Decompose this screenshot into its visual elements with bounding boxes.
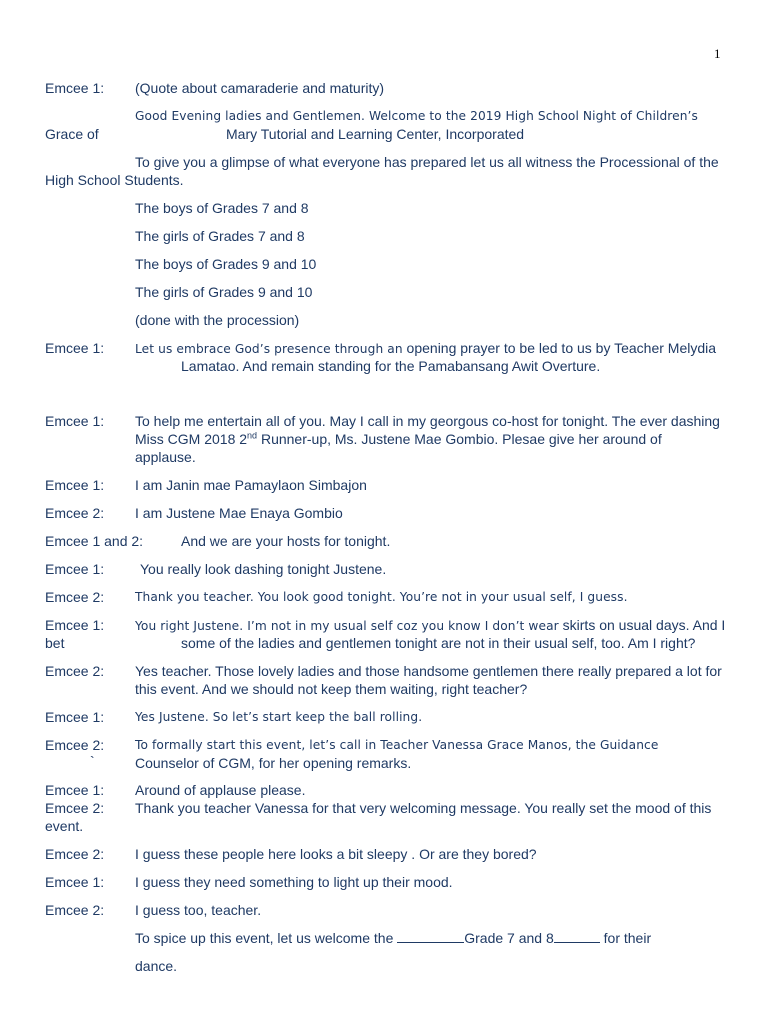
speaker-label: Emcee 1: [45, 80, 105, 96]
script-line: You right Justene. I’m not in my usual self coz you know I don’t wear skirts on usual days. And I [135, 617, 726, 633]
script-line: this event. And we should not keep them waiting, right teacher? [135, 681, 528, 697]
speaker-label: Emcee 2: [45, 737, 105, 753]
script-line: The girls of Grades 7 and 8 [135, 228, 305, 244]
fill-in-blank [397, 929, 464, 943]
script-line: I guess these people here looks a bit sleepy . Or are they bored? [135, 846, 537, 862]
script-line: To give you a glimpse of what everyone has prepared let us all witness the Processional of the [135, 154, 719, 170]
script-line: dance. [135, 958, 178, 974]
speaker-label: Emcee 2: [45, 800, 105, 816]
speaker-label: Emcee 1: [45, 874, 105, 890]
script-line: I guess they need something to light up their mood. [135, 874, 453, 890]
fill-in-blank [554, 929, 600, 943]
speaker-label: Emcee 1: [45, 561, 105, 577]
script-line: Yes Justene. So let’s start keep the ball rolling. [135, 710, 423, 724]
speaker-label: Emcee 1: [45, 413, 105, 429]
script-line: Mary Tutorial and Learning Center, Incorporated [226, 126, 525, 142]
script-line: some of the ladies and gentlemen tonight are not in their usual self, too. Am I right? [181, 635, 696, 651]
script-line: Let us embrace God’s presence through an opening prayer to be led to us by Teacher Melydia [135, 340, 717, 356]
speaker-label: bet [45, 635, 65, 651]
script-line: event. [45, 818, 84, 834]
script-line: Thank you teacher Vanessa for that very welcoming message. You really set the mood of this [135, 800, 712, 816]
script-line: You really look dashing tonight Justene. [140, 561, 387, 577]
script-line: I am Janin mae Pamaylaon Simbajon [135, 477, 367, 493]
speaker-label: Emcee 2: [45, 589, 105, 605]
script-line: To help me entertain all of you. May I call in my georgous co-host for tonight. The ever dashing [135, 413, 720, 429]
script-line: Counselor of CGM, for her opening remarks. [135, 755, 412, 771]
speaker-label: Emcee 2: [45, 663, 105, 679]
script-line: applause. [135, 449, 196, 465]
speaker-label: Emcee 2: [45, 902, 105, 918]
script-line: The boys of Grades 7 and 8 [135, 200, 309, 216]
speaker-label: Emcee 1: [45, 477, 105, 493]
speaker-label: Emcee 1: [45, 782, 105, 798]
script-line: To spice up this event, let us welcome the Grade 7 and 8 for their [135, 930, 652, 946]
script-line: And we are your hosts for tonight. [181, 533, 391, 549]
script-line: Miss CGM 2018 2nd Runner-up, Ms. Justene Mae Gombio. Plesae give her around of [135, 430, 662, 447]
script-line: Yes teacher. Those lovely ladies and those handsome gentlemen there really prepared a lot for [135, 663, 722, 679]
speaker-label: Emcee 1: [45, 340, 105, 356]
script-line: Around of applause please. [135, 782, 306, 798]
script-line: The boys of Grades 9 and 10 [135, 256, 317, 272]
speaker-label: Emcee 1 and 2: [45, 533, 144, 549]
script-line: I guess too, teacher. [135, 902, 262, 918]
page-number: 1 [714, 46, 721, 61]
script-line: The girls of Grades 9 and 10 [135, 284, 313, 300]
speaker-label: Grace of [45, 126, 99, 142]
script-line: High School Students. [45, 172, 184, 188]
script-line: (done with the procession) [135, 312, 300, 328]
script-line: I am Justene Mae Enaya Gombio [135, 505, 343, 521]
script-line: Lamatao. And remain standing for the Pamabansang Awit Overture. [181, 358, 601, 374]
speaker-label: Emcee 1: [45, 709, 105, 725]
script-line: To formally start this event, let’s call in Teacher Vanessa Grace Manos, the Guidance [135, 738, 659, 752]
script-line: Good Evening ladies and Gentlemen. Welcome to the 2019 High School Night of Children’s [135, 109, 698, 123]
speaker-label: Emcee 1: [45, 617, 105, 633]
speaker-label: Emcee 2: [45, 846, 105, 862]
speaker-label: ` [90, 753, 95, 769]
speaker-label: Emcee 2: [45, 505, 105, 521]
script-line: Thank you teacher. You look good tonight. You’re not in your usual self, I guess. [135, 590, 628, 604]
script-line: (Quote about camaraderie and maturity) [135, 80, 385, 96]
